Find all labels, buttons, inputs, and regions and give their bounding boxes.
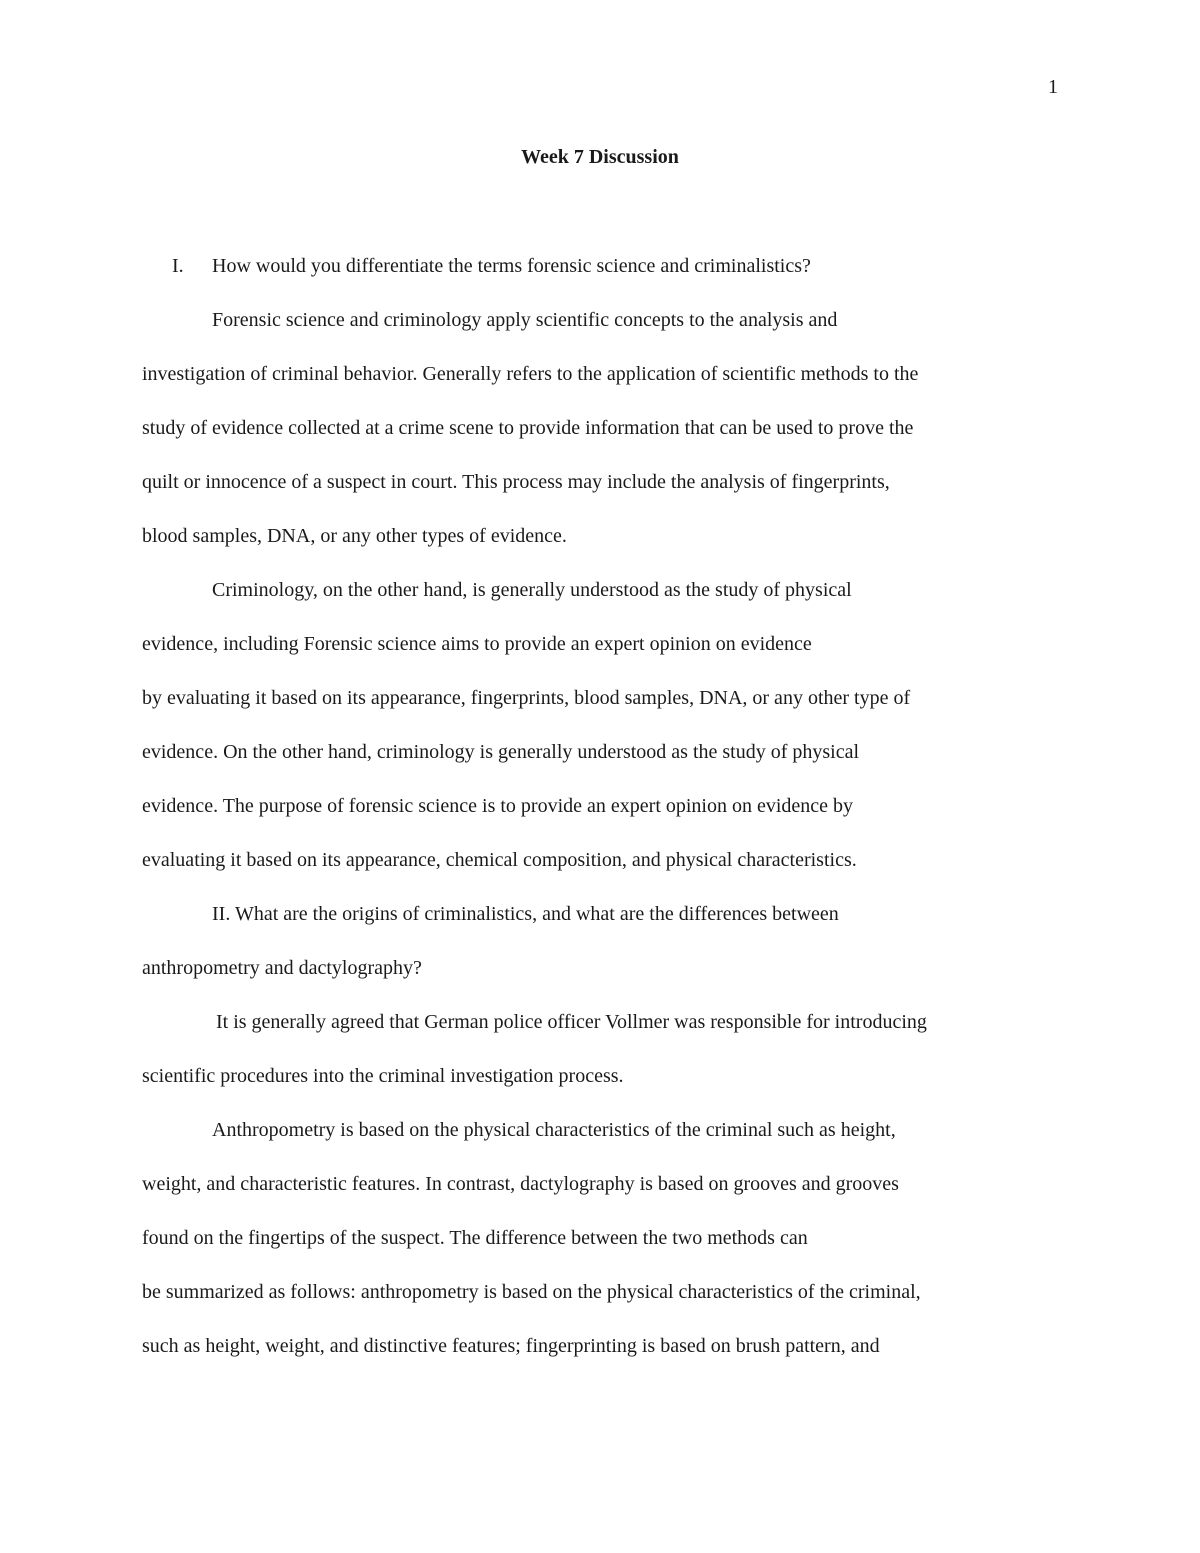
- question-2-line: II. What are the origins of criminalistics, and what are the differences between: [212, 903, 839, 925]
- question-2-line: anthropometry and dactylography?: [142, 957, 422, 979]
- paragraph-line: scientific procedures into the criminal investigation process.: [142, 1065, 624, 1087]
- paragraph-line: study of evidence collected at a crime scene to provide information that can be used to prove the: [142, 417, 914, 439]
- paragraph-line: such as height, weight, and distinctive features; fingerprinting is based on brush pattern, and: [142, 1335, 880, 1357]
- paragraph-line: evaluating it based on its appearance, chemical composition, and physical characteristics.: [142, 849, 857, 871]
- paragraph-line: found on the fingertips of the suspect. The difference between the two methods can: [142, 1227, 808, 1249]
- paragraph-line: evidence. The purpose of forensic science is to provide an expert opinion on evidence by: [142, 795, 854, 817]
- question-1-number: I.: [172, 255, 184, 277]
- paragraph-line: Anthropometry is based on the physical characteristics of the criminal such as height,: [212, 1119, 896, 1141]
- question-1-text: How would you differentiate the terms forensic science and criminalistics?: [212, 255, 811, 277]
- paragraph-line: quilt or innocence of a suspect in court. This process may include the analysis of fingerprints,: [142, 471, 890, 493]
- paragraph-line: evidence, including Forensic science aims to provide an expert opinion on evidence: [142, 633, 812, 655]
- paragraph-line: It is generally agreed that German police officer Vollmer was responsible for introducing: [216, 1011, 927, 1033]
- paragraph-line: weight, and characteristic features. In contrast, dactylography is based on grooves and grooves: [142, 1173, 899, 1195]
- paragraph-line: by evaluating it based on its appearance, fingerprints, blood samples, DNA, or any other type of: [142, 687, 911, 709]
- paragraph-line: be summarized as follows: anthropometry is based on the physical characteristics of the criminal,: [142, 1281, 921, 1303]
- paragraph-line: Criminology, on the other hand, is generally understood as the study of physical: [212, 579, 852, 601]
- paragraph-line: evidence. On the other hand, criminology is generally understood as the study of physical: [142, 741, 860, 763]
- paragraph-line: blood samples, DNA, or any other types of evidence.: [142, 525, 567, 547]
- paragraph-line: Forensic science and criminology apply scientific concepts to the analysis and: [212, 309, 838, 331]
- paragraph-line: investigation of criminal behavior. Generally refers to the application of scientific methods to the: [142, 363, 919, 385]
- document-title: Week 7 Discussion: [521, 146, 679, 168]
- page-number: 1: [1048, 76, 1058, 98]
